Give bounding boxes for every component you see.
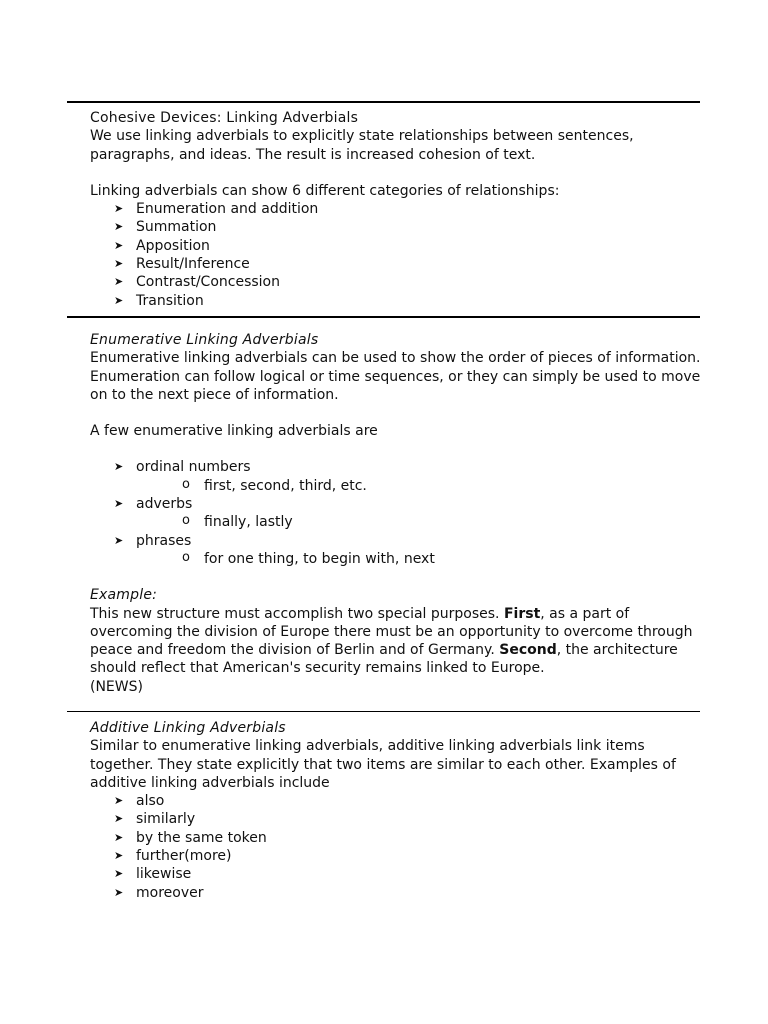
section-divider <box>67 711 700 712</box>
list-item <box>114 532 710 569</box>
list-item: ➤ Transition <box>114 292 710 310</box>
list-item <box>114 458 710 495</box>
example-text-part: This new structure must accomplish two special purposes. <box>90 605 504 622</box>
section-title: Enumerative Linking Adverbials <box>90 332 319 348</box>
category-list <box>90 200 710 310</box>
section-lead: Linking adverbials can show 6 different categories of relationships: <box>90 182 560 199</box>
sub-list <box>136 550 710 568</box>
section-title: Additive Linking Adverbials <box>90 720 286 736</box>
section-enumerative <box>90 331 710 696</box>
section-divider <box>67 316 700 318</box>
list-item: ➤ Result/Inference <box>114 255 710 273</box>
list-item: ➤ further(more) <box>114 847 710 865</box>
top-rule <box>67 101 700 103</box>
example-highlight: Second <box>499 642 557 659</box>
list-item: ➤ Apposition <box>114 237 710 255</box>
sub-list <box>136 513 710 531</box>
list-item <box>114 495 710 532</box>
section-intro: Similar to enumerative linking adverbials, additive linking adverbials link items together. They state explicitly that two items are similar to each other. Examples of additive linking adverbials include <box>90 738 676 791</box>
section-intro: We use linking adverbials to explicitly state relationships between sentences, paragraphs, and ideas. The result is increased cohesion of text. <box>90 128 634 163</box>
example-highlight: First <box>503 605 541 622</box>
enumerative-list <box>90 458 710 568</box>
section-cohesive-devices <box>90 109 710 310</box>
list-item-label: ordinal numbers <box>136 459 251 476</box>
list-item-label: adverbs <box>136 496 193 513</box>
list-item: ➤ moreover <box>114 884 710 902</box>
section-intro: Enumerative linking adverbials can be used to show the order of pieces of information. Enumeration can follow logical or time sequences, or they can simply be used to move on to the next piece of information. <box>90 350 701 403</box>
list-item: ➤ similarly <box>114 810 710 828</box>
list-item-label: phrases <box>136 532 192 549</box>
additive-list <box>90 792 710 902</box>
list-item: ➤ Summation <box>114 218 710 236</box>
example-text-part: , as a part of overcoming the division of Europe there must be an opportunity to overcome through peace and freedom the division of Berlin and of Germany. <box>90 605 693 659</box>
list-item: ➤ likewise <box>114 865 710 883</box>
list-item: ➤ Contrast/Concession <box>114 273 710 291</box>
sub-list-item: o finally, lastly <box>182 513 710 531</box>
example-label: Example: <box>90 587 158 604</box>
section-lead: A few enumerative linking adverbials are <box>90 423 378 440</box>
example-text-part: , the architecture should reflect that American's security remains linked to Europe. <box>90 642 678 677</box>
example-text <box>90 605 710 678</box>
list-item: ➤ by the same token <box>114 829 710 847</box>
example-source: (NEWS) <box>90 678 143 695</box>
sub-list <box>136 477 710 495</box>
list-item: ➤ also <box>114 792 710 810</box>
section-title: Cohesive Devices: Linking Adverbials <box>90 110 359 126</box>
section-additive <box>90 719 710 902</box>
sub-list-item: o for one thing, to begin with, next <box>182 550 710 568</box>
list-item: ➤ Enumeration and addition <box>114 200 710 218</box>
sub-list-item: o first, second, third, etc. <box>182 477 710 495</box>
